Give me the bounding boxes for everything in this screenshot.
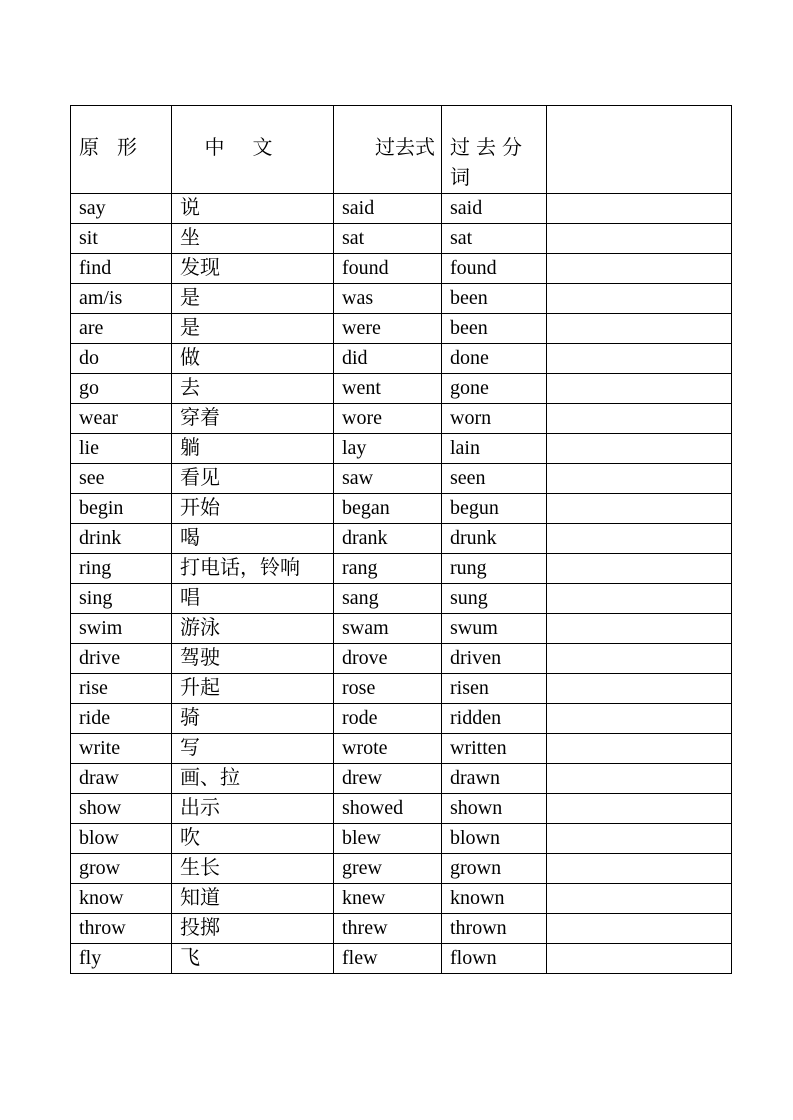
cell-past-participle: seen [442, 464, 547, 494]
cell-past-tense: swam [334, 614, 442, 644]
cell-extra [547, 194, 732, 224]
cell-base-form: swim [71, 614, 172, 644]
cell-extra [547, 494, 732, 524]
cell-past-participle: risen [442, 674, 547, 704]
cell-past-participle: gone [442, 374, 547, 404]
table-row [71, 584, 732, 614]
header-chinese: 中文 [172, 106, 334, 194]
cell-past-tense: wore [334, 404, 442, 434]
cell-extra [547, 794, 732, 824]
cell-base-form: fly [71, 944, 172, 974]
cell-extra [547, 704, 732, 734]
cell-base-form: throw [71, 914, 172, 944]
cell-chinese: 骑 [172, 704, 334, 734]
cell-base-form: ring [71, 554, 172, 584]
cell-extra [547, 524, 732, 554]
cell-base-form: wear [71, 404, 172, 434]
table-row [71, 374, 732, 404]
cell-base-form: see [71, 464, 172, 494]
cell-extra [547, 404, 732, 434]
cell-past-participle: lain [442, 434, 547, 464]
table-row [71, 914, 732, 944]
cell-extra [547, 254, 732, 284]
cell-past-tense: lay [334, 434, 442, 464]
cell-past-tense: saw [334, 464, 442, 494]
cell-chinese: 坐 [172, 224, 334, 254]
cell-past-tense: were [334, 314, 442, 344]
cell-chinese: 生长 [172, 854, 334, 884]
cell-base-form: drink [71, 524, 172, 554]
cell-extra [547, 854, 732, 884]
cell-past-tense: found [334, 254, 442, 284]
cell-extra [547, 734, 732, 764]
cell-base-form: sing [71, 584, 172, 614]
cell-base-form: know [71, 884, 172, 914]
cell-past-participle: been [442, 284, 547, 314]
cell-past-participle: worn [442, 404, 547, 434]
table-row [71, 254, 732, 284]
table-row [71, 494, 732, 524]
cell-extra [547, 434, 732, 464]
table-row [71, 884, 732, 914]
cell-base-form: blow [71, 824, 172, 854]
cell-past-participle: swum [442, 614, 547, 644]
cell-base-form: am/is [71, 284, 172, 314]
cell-base-form: are [71, 314, 172, 344]
cell-past-participle: been [442, 314, 547, 344]
header-past-tense: 过去式 [334, 106, 442, 194]
table-row [71, 314, 732, 344]
header-extra [547, 106, 732, 194]
cell-extra [547, 584, 732, 614]
cell-past-participle: rung [442, 554, 547, 584]
cell-extra [547, 884, 732, 914]
cell-chinese: 驾驶 [172, 644, 334, 674]
cell-past-tense: said [334, 194, 442, 224]
cell-base-form: drive [71, 644, 172, 674]
cell-past-participle: known [442, 884, 547, 914]
cell-chinese: 发现 [172, 254, 334, 284]
table-row [71, 944, 732, 974]
table-body [71, 194, 732, 974]
cell-past-participle: shown [442, 794, 547, 824]
cell-past-tense: rang [334, 554, 442, 584]
cell-base-form: lie [71, 434, 172, 464]
cell-past-tense: sang [334, 584, 442, 614]
cell-base-form: draw [71, 764, 172, 794]
table-row [71, 284, 732, 314]
cell-extra [547, 614, 732, 644]
cell-past-participle: said [442, 194, 547, 224]
table-row [71, 644, 732, 674]
cell-past-tense: grew [334, 854, 442, 884]
cell-past-tense: flew [334, 944, 442, 974]
cell-chinese: 投掷 [172, 914, 334, 944]
table-row [71, 344, 732, 374]
cell-past-tense: wrote [334, 734, 442, 764]
cell-extra [547, 554, 732, 584]
cell-past-participle: ridden [442, 704, 547, 734]
table-row [71, 764, 732, 794]
cell-extra [547, 464, 732, 494]
table-row [71, 824, 732, 854]
cell-past-participle: blown [442, 824, 547, 854]
cell-past-participle: sat [442, 224, 547, 254]
table-row [71, 404, 732, 434]
cell-extra [547, 914, 732, 944]
cell-base-form: say [71, 194, 172, 224]
cell-chinese: 去 [172, 374, 334, 404]
table-row [71, 554, 732, 584]
cell-base-form: find [71, 254, 172, 284]
cell-past-participle: written [442, 734, 547, 764]
cell-chinese: 是 [172, 314, 334, 344]
cell-base-form: grow [71, 854, 172, 884]
table-row [71, 794, 732, 824]
table-row [71, 674, 732, 704]
header-base-form: 原形 [71, 106, 172, 194]
table-row [71, 194, 732, 224]
cell-extra [547, 284, 732, 314]
cell-base-form: sit [71, 224, 172, 254]
table-row [71, 734, 732, 764]
cell-chinese: 写 [172, 734, 334, 764]
cell-base-form: ride [71, 704, 172, 734]
cell-past-tense: began [334, 494, 442, 524]
table-row [71, 524, 732, 554]
cell-past-participle: begun [442, 494, 547, 524]
cell-past-participle: flown [442, 944, 547, 974]
cell-chinese: 吹 [172, 824, 334, 854]
table-row [71, 614, 732, 644]
cell-chinese: 知道 [172, 884, 334, 914]
cell-chinese: 说 [172, 194, 334, 224]
table-row [71, 704, 732, 734]
cell-chinese: 升起 [172, 674, 334, 704]
cell-past-tense: was [334, 284, 442, 314]
table-header-row [71, 106, 732, 194]
cell-base-form: begin [71, 494, 172, 524]
cell-chinese: 是 [172, 284, 334, 314]
cell-chinese: 游泳 [172, 614, 334, 644]
cell-past-participle: drunk [442, 524, 547, 554]
cell-chinese: 飞 [172, 944, 334, 974]
cell-chinese: 打电话，铃响 [172, 554, 334, 584]
cell-extra [547, 374, 732, 404]
cell-past-participle: driven [442, 644, 547, 674]
cell-extra [547, 314, 732, 344]
cell-past-tense: went [334, 374, 442, 404]
cell-past-tense: rode [334, 704, 442, 734]
cell-chinese: 开始 [172, 494, 334, 524]
cell-chinese: 躺 [172, 434, 334, 464]
cell-chinese: 看见 [172, 464, 334, 494]
cell-past-tense: sat [334, 224, 442, 254]
cell-past-tense: threw [334, 914, 442, 944]
cell-base-form: go [71, 374, 172, 404]
cell-chinese: 穿着 [172, 404, 334, 434]
cell-chinese: 出示 [172, 794, 334, 824]
cell-base-form: rise [71, 674, 172, 704]
cell-past-tense: did [334, 344, 442, 374]
cell-extra [547, 224, 732, 254]
cell-past-tense: drove [334, 644, 442, 674]
header-past-participle: 过去分词 [442, 106, 547, 194]
cell-extra [547, 644, 732, 674]
cell-past-participle: grown [442, 854, 547, 884]
cell-extra [547, 764, 732, 794]
cell-past-tense: drank [334, 524, 442, 554]
cell-extra [547, 944, 732, 974]
table-row [71, 224, 732, 254]
cell-past-tense: showed [334, 794, 442, 824]
cell-past-tense: drew [334, 764, 442, 794]
cell-chinese: 唱 [172, 584, 334, 614]
table-row [71, 434, 732, 464]
cell-extra [547, 824, 732, 854]
table-row [71, 854, 732, 884]
cell-past-participle: done [442, 344, 547, 374]
table-row [71, 464, 732, 494]
cell-base-form: show [71, 794, 172, 824]
cell-past-tense: knew [334, 884, 442, 914]
cell-extra [547, 674, 732, 704]
cell-past-participle: drawn [442, 764, 547, 794]
cell-past-tense: rose [334, 674, 442, 704]
cell-base-form: do [71, 344, 172, 374]
verb-forms-table [70, 105, 732, 974]
cell-chinese: 画、拉 [172, 764, 334, 794]
cell-chinese: 做 [172, 344, 334, 374]
cell-past-tense: blew [334, 824, 442, 854]
cell-past-participle: thrown [442, 914, 547, 944]
cell-past-participle: found [442, 254, 547, 284]
cell-chinese: 喝 [172, 524, 334, 554]
cell-past-participle: sung [442, 584, 547, 614]
cell-extra [547, 344, 732, 374]
cell-base-form: write [71, 734, 172, 764]
